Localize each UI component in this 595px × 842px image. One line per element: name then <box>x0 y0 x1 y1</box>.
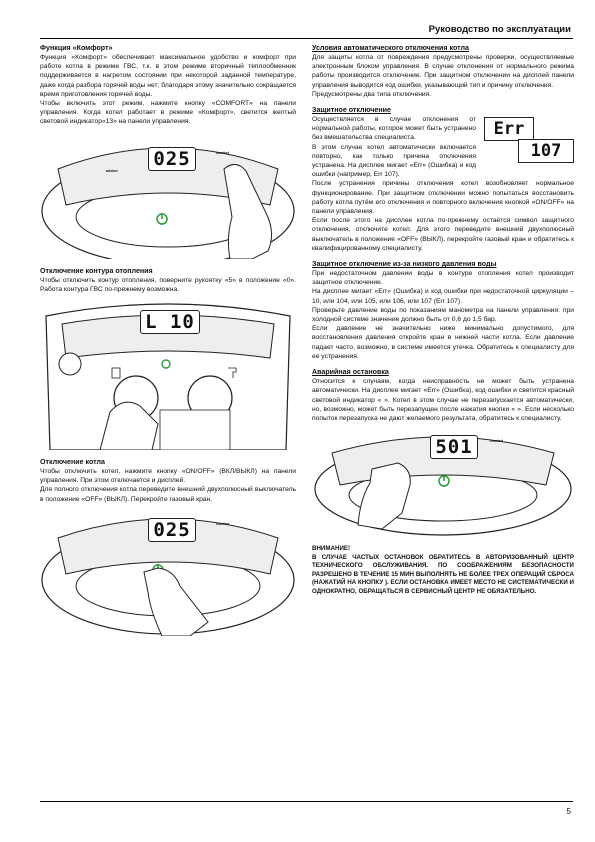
low-pressure-paragraph-2: На дисплее мигает «Err» (Ошибка) и код ошибки при недостаточной циркуляции – 10, или 104, или 105, или 106, или 107 (Err 107). <box>312 288 574 305</box>
page-header-title: Руководство по эксплуатации <box>428 24 571 35</box>
emergency-figure <box>312 429 574 537</box>
protective-paragraph-1: Осуществляется в случае отклонения от нормальной работы, которое может быть устранено без вмешательства специалиста. <box>312 116 476 142</box>
comfort-button-label[interactable]: comfort <box>216 521 230 526</box>
boiler-off-display: 025 <box>148 518 196 542</box>
brand-logo: ariston <box>106 168 118 173</box>
boiler-off-paragraph-1: Чтобы отключить котел, нажмите кнопку «ON/OFF» (ВКЛ/ВЫКЛ) на панели управления. При этом отключается и дисплей. <box>40 468 296 485</box>
protective-paragraph-4: Если после этого на дисплее котла по-прежнему остаётся символ защитного отключения, отключите котел. Для этого переведите внешний двухполюсный выключатель в положение «OFF» (ВЫКЛ), перекройте газовый кран и обратитесь к квалифицированному специалисту. <box>312 217 574 252</box>
heating-display: L 10 <box>140 310 200 334</box>
footer-divider <box>40 801 573 802</box>
comfort-button-label[interactable]: comfort <box>216 150 230 155</box>
boiler-off-figure <box>40 510 296 636</box>
emergency-paragraph: Относится к случаям, когда неисправность не может быть устранена автоматически. На дисплее мигает «Err» (Ошибка), код ошибки и светится красный световой индикатор « ». Котел в этом случае не перезапускается автоматически, но, возможно, может быть перезапущен после нажатия кнопки « ». Если несколько попыток перезапуска не дают желаемого результата, обратитесь к специалисту. <box>312 378 574 422</box>
comfort-button-label[interactable]: comfort <box>490 439 504 444</box>
error-display-figure <box>484 117 574 167</box>
heating-off-figure <box>40 300 296 450</box>
comfort-title: Функция «Комфорт» <box>40 44 113 52</box>
low-pressure-paragraph-4: Если давление не значительно ниже минимально допустимого, для восстановления давления откройте кран в нижней части котла. Если давление падает часто, возможно, в системе имеется утечка. Обратитесь к специалисту для ее устранения. <box>312 325 574 360</box>
header-divider <box>40 38 573 39</box>
hand-icon <box>144 568 208 636</box>
heating-off-paragraph: Чтобы отключить контур отопления, поверните рукоятку «5» в положение «0». Работа контура ГВС по-прежнему возможна. <box>40 276 296 293</box>
low-pressure-paragraph-1: При недостаточном давлении воды в контуре отопления котел производит защитное отключение. <box>312 270 574 287</box>
gauge-icon <box>59 353 81 375</box>
emergency-display: 501 <box>430 435 478 459</box>
comfort-paragraph-1: Функция «Комфорт» обеспечивает максимальное удобство и комфорт при работе котла в режиме ГВС, т.к. в этом режиме вторичный теплообменник поддерживается в нагретом состоянии при некоторой заданной температуре, даже когда разбора горячей воды нет; благодаря этому значительно сокращается время приготовления горячей воды. <box>40 54 296 98</box>
error-display-code: 107 <box>518 139 574 163</box>
boiler-off-paragraph-2: Для полного отключения котла переведите внешний двухполюсный выключатель в положение «OFF» (ВЫКЛ). Перекройте газовый кран. <box>40 486 296 503</box>
auto-off-title: Условия автоматического отключения котла <box>312 44 469 52</box>
protective-paragraph-3: После устранения причины отключения котел возобновляет нормальное функционирование. При защитном отключении можно попытаться восстановить работу котла путём его отключения и повторного включения кнопкой «ON/OFF» на панели управления. <box>312 180 574 216</box>
auto-off-paragraph-2: Предусмотрены два типа отключения. <box>312 90 432 98</box>
auto-off-paragraph-1: Для защиты котла от повреждения предусмотрены проверки, осуществляемые электронным блоком управления. В случае отклонения от нормального режима работы производится отключение. При защитном отключении на дисплей панели управления выводится код ошибки, указывающий тип и причину отключения. <box>312 54 574 89</box>
protective-title: Защитное отключение <box>312 106 391 115</box>
page-number: 5 <box>566 807 571 816</box>
protective-paragraph-2: В этом случае котел автоматически включается повторно, как только причина отключения устранена. На дисплее мигает «Err» (Ошибка) и код ошибки (например, Err 107). <box>312 143 476 179</box>
warning-text: В СЛУЧАЕ ЧАСТЫХ ОСТАНОВОК ОБРАТИТЕСЬ В АВТОРИЗОВАННЫЙ ЦЕНТР ТЕХНИЧЕСКОГО ОБСЛУЖИВАНИЯ. ПО СООБРАЖЕНИЯМ БЕЗОПАСНОСТИ РАЗРЕШЕНО В ТЕЧЕНИЕ 15 МИН ВЫПОЛНЯТЬ НЕ БОЛЕЕ ТРЕХ ОПЕРАЦИЙ СБРОСА (НАЖАТИЙ НА КНОПКУ ). ЕСЛИ ОСТАНОВКА ИМЕЕТ МЕСТО НЕ СИСТЕМАТИЧЕСКИ И ОДНОКРАТНО, ОБРАЩАТЬСЯ В СЕРВИСНЫЙ ЦЕНТР НЕ ОБЯЗАТЕЛЬНО. <box>312 553 574 596</box>
comfort-paragraph-2: Чтобы включить этот режим, нажмите кнопку «COMFORT» на панели управления. Когда котел работает в режиме «Комфорт», светится желтый световой индикатор«13» на панели управления. <box>40 100 296 126</box>
boiler-off-title: Отключение котла <box>40 458 105 467</box>
comfort-display: 025 <box>148 147 196 171</box>
low-pressure-paragraph-3: Проверьте давление воды по показаниям манометра на панели управления: при холодной системе значение должно быть от 0,6 до 1,5 бар. <box>312 306 574 324</box>
warning-title: ВНИМАНИЕ! <box>312 545 351 553</box>
error-display-err: Err <box>484 117 534 141</box>
right-column <box>312 44 574 597</box>
low-pressure-title: Защитное отключение из-за низкого давления воды <box>312 260 497 269</box>
left-column <box>40 44 296 644</box>
heating-off-title: Отключение контура отопления <box>40 266 153 275</box>
comfort-panel-figure <box>40 133 296 259</box>
emergency-title: Аварийная остановка <box>312 368 389 377</box>
